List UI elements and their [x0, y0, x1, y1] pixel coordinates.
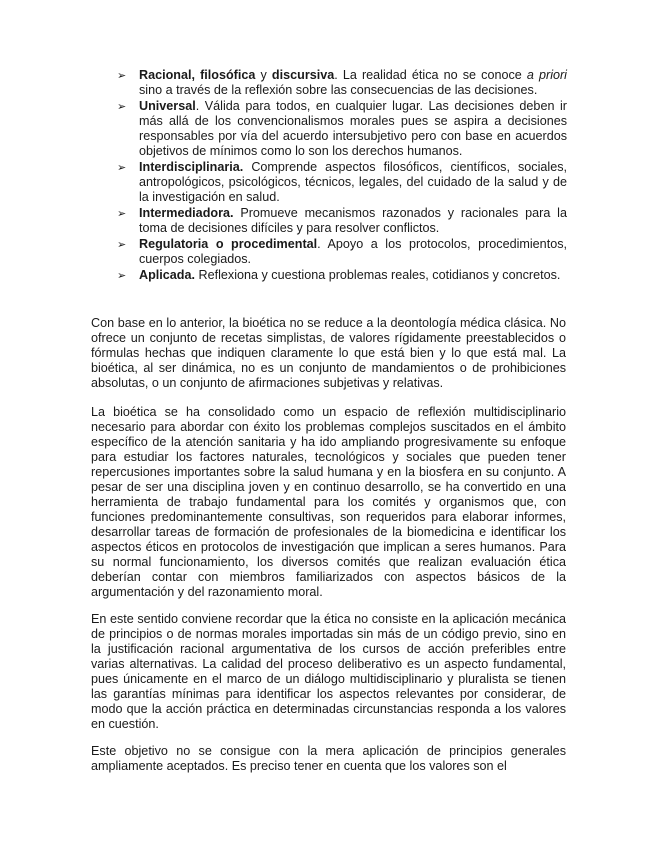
list-item	[117, 206, 567, 236]
term-label: Aplicada.	[139, 268, 195, 282]
item-text: Promueve mecanismos razonados y racionales para la toma de decisiones difíciles y para resolver conflictos.	[139, 206, 567, 235]
body-paragraph: Este objetivo no se consigue con la mera aplicación de principios generales ampliamente aceptados. Es preciso tener en cuenta que los valores son el	[91, 744, 566, 773]
body-paragraph: Con base en lo anterior, la bioética no se reduce a la deontología médica clásica. No ofrece un conjunto de recetas simplistas, de valores rígidamente preestablecidos o fórmulas hechas que indiquen claramente lo que está bien y lo que está mal. La bioética, al ser dinámica, no es un conjunto de mandamientos o de prohibiciones absolutas, o un conjunto de afirmaciones subjetivas y relativas.	[91, 316, 566, 390]
term-label: Universal	[139, 99, 196, 113]
term-label: Intermediadora.	[139, 206, 234, 220]
item-text: Reflexiona y cuestiona problemas reales, cotidianos y concretos.	[195, 268, 561, 282]
term-label: Regulatoria o procedimental	[139, 237, 318, 251]
characteristics-list	[117, 68, 567, 284]
list-item	[117, 68, 567, 98]
item-text-continued: sino a través de la reflexión sobre las consecuencias de las decisiones.	[139, 83, 538, 97]
italic-text: a priori	[526, 68, 567, 82]
arrow-bullet-icon: ➢	[117, 269, 127, 282]
item-text: Comprende aspectos filosóficos, científicos, sociales, antropológicos, psicológicos, técnicos, legales, del cuidado de la salud y de la investigación en salud.	[139, 160, 567, 204]
item-text: . La realidad ética no se conoce	[334, 68, 527, 82]
list-item	[117, 268, 567, 283]
arrow-bullet-icon: ➢	[117, 161, 127, 174]
arrow-bullet-icon: ➢	[117, 100, 127, 113]
arrow-bullet-icon: ➢	[117, 69, 127, 82]
list-item	[117, 160, 567, 205]
connector-text: y	[255, 68, 272, 82]
list-item	[117, 237, 567, 267]
arrow-bullet-icon: ➢	[117, 238, 127, 251]
term-label: Racional, filosófica	[139, 68, 256, 82]
list-item	[117, 99, 567, 159]
term-label: Interdisciplinaria.	[139, 160, 244, 174]
body-paragraph: En este sentido conviene recordar que la ética no consiste en la aplicación mecánica de principios o de normas morales importadas sin más de un código previo, sino en la justificación racional argumentativa de los cursos de acción preferibles entre varias alternativas. La calidad del proceso deliberativo es un aspecto fundamental, pues únicamente en el marco de un diálogo multidisciplinario y pluralista se tienen las garantías mínimas para identificar los aspectos relevantes por considerar, de modo que la acción práctica en determinadas circunstancias responda a los valores en cuestión.	[91, 612, 566, 731]
arrow-bullet-icon: ➢	[117, 207, 127, 220]
item-text: . Válida para todos, en cualquier lugar. Las decisiones deben ir más allá de los convencionalismos morales pues se aspira a decisiones responsables por vía del acuerdo intersubjetivo pero con base en acuerdos objetivos de mínimos como lo son los derechos humanos.	[139, 99, 567, 158]
body-paragraph: La bioética se ha consolidado como un espacio de reflexión multidisciplinario necesario para abordar con éxito los problemas complejos suscitados en el ámbito específico de la atención sanitaria y ha ido ampliando progresivamente su enfoque para estudiar los factores naturales, tecnológicos y sociales que pueden tener repercusiones importantes sobre la salud humana y en la biosfera en su conjunto. A pesar de ser una disciplina joven y en continuo desarrollo, se ha convertido en una herramienta de trabajo fundamental para los comités y organismos que, con funciones predominantemente consultivas, son requeridos para elaborar informes, desarrollar tareas de formación de profesionales de la biomedicina e identificar los aspectos éticos en protocolos de investigación que implican a seres humanos. Para su normal funcionamiento, los diversos comités que realizan evaluación ética deberían contar con miembros familiarizados con aspectos básicos de la argumentación y del razonamiento moral.	[91, 405, 566, 599]
item-text: . Apoyo a los protocolos, procedimientos, cuerpos colegiados.	[139, 237, 567, 266]
term-label-secondary: discursiva	[271, 68, 335, 82]
